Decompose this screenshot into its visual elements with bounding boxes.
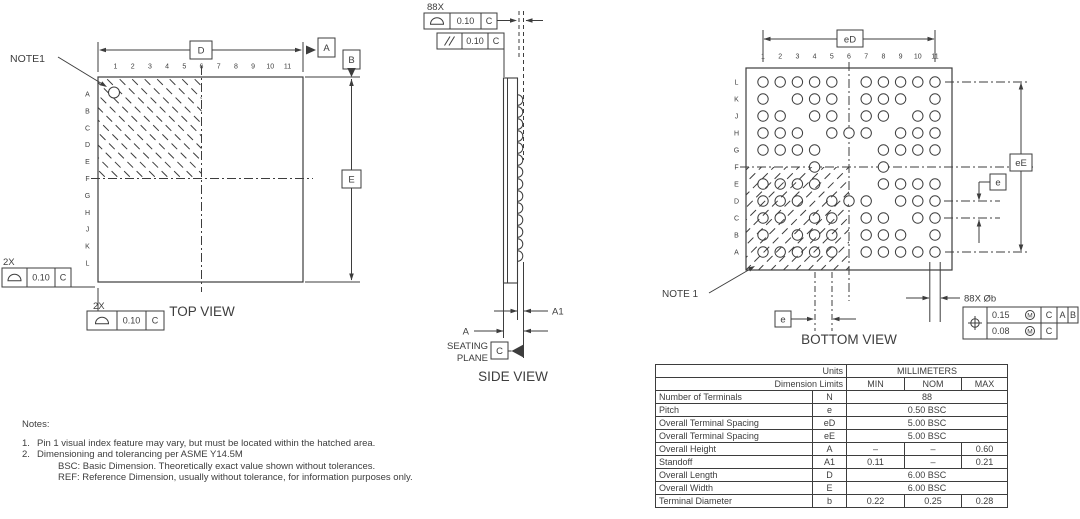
solder-ball (758, 77, 768, 87)
row-label: L (734, 79, 739, 87)
solder-ball (895, 196, 905, 206)
solder-ball (758, 196, 768, 206)
column-label: 5 (829, 53, 834, 61)
table-cell: Number of Terminals (656, 391, 813, 404)
solder-ball (809, 111, 819, 121)
row-label: B (734, 232, 739, 240)
column-label: 3 (147, 63, 152, 71)
solder-ball-profile (518, 251, 523, 262)
svg-text:0.10: 0.10 (456, 16, 475, 27)
row-label: A (734, 249, 739, 257)
units-value: MILLIMETERS (847, 365, 1008, 378)
row-label: G (84, 192, 91, 200)
mmc-modifier-letter: M (1027, 328, 1033, 336)
table-row (656, 456, 1008, 469)
top-view (0, 38, 361, 330)
datum-a-label: A (323, 42, 330, 54)
table-row (656, 417, 1008, 430)
solder-ball (775, 179, 785, 189)
solder-ball (861, 111, 871, 121)
row-label: A (85, 91, 90, 99)
units-label: Units (656, 365, 847, 378)
column-label: 3 (795, 53, 800, 61)
solder-ball (895, 247, 905, 257)
column-label: 11 (283, 63, 292, 71)
solder-ball (844, 128, 854, 138)
table-cell: 0.28 (962, 495, 1008, 508)
column-label: 9 (251, 63, 256, 71)
datum-c-label: C (496, 345, 503, 357)
solder-ball (895, 230, 905, 240)
dimension-table (655, 364, 1008, 508)
ball-diameter-callout: 88X Øb (964, 293, 997, 305)
callout-qty: 88X (427, 2, 444, 13)
profile-of-surface-symbol (431, 18, 444, 24)
svg-text:C: C (485, 16, 493, 27)
row-label: B (85, 108, 90, 116)
row-label: C (84, 125, 91, 133)
solder-ball (792, 94, 802, 104)
note1-callout: NOTE 1 (662, 289, 699, 300)
row-label: F (85, 176, 90, 183)
table-row (656, 430, 1008, 443)
solder-ball (758, 128, 768, 138)
col-min: MIN (847, 378, 905, 391)
solder-ball (913, 111, 923, 121)
note-text: Dimensioning and tolerancing per ASME Y14.5M (37, 449, 243, 460)
note1-callout: NOTE1 (10, 53, 46, 65)
table-cell: 5.00 BSC (847, 417, 1008, 430)
table-cell: D (813, 469, 847, 482)
solder-ball (758, 111, 768, 121)
svg-text:A: A (1059, 310, 1066, 321)
solder-ball (930, 145, 940, 155)
solder-ball (775, 77, 785, 87)
svg-text:B: B (1069, 310, 1077, 321)
solder-ball-profile (518, 119, 523, 130)
solder-ball (930, 94, 940, 104)
solder-ball (827, 94, 837, 104)
table-cell: Terminal Diameter (656, 495, 813, 508)
row-label: K (734, 96, 739, 104)
row-label: D (733, 198, 740, 206)
table-cell: 0.60 (962, 443, 1008, 456)
column-label: 4 (165, 63, 170, 71)
solder-ball (861, 94, 871, 104)
solder-ball (792, 128, 802, 138)
note-number: 2. (22, 449, 30, 460)
solder-ball (861, 196, 871, 206)
column-label: 4 (812, 53, 817, 61)
callout-qty: 2X (93, 301, 105, 312)
svg-text:0.10: 0.10 (466, 36, 484, 47)
solder-ball (930, 213, 940, 223)
column-label: 7 (216, 63, 221, 71)
solder-ball (878, 145, 888, 155)
solder-ball (930, 196, 940, 206)
note-sub-item: REF: Reference Dimension, usually without tolerance, for information purposes only. (58, 472, 413, 483)
table-cell: 6.00 BSC (847, 482, 1008, 495)
solder-ball (913, 77, 923, 87)
solder-ball (861, 247, 871, 257)
solder-ball (861, 77, 871, 87)
table-cell: A (813, 443, 847, 456)
mmc-modifier-letter: M (1027, 312, 1033, 320)
table-cell: Standoff (656, 456, 813, 469)
svg-text:0.15: 0.15 (992, 310, 1010, 321)
side-view-body (504, 78, 518, 283)
column-label: 2 (778, 53, 783, 61)
solder-ball (758, 94, 768, 104)
solder-ball (878, 111, 888, 121)
top-view-body (98, 77, 303, 282)
solder-ball (930, 128, 940, 138)
row-label: K (85, 243, 90, 251)
solder-ball (861, 213, 871, 223)
solder-ball (878, 230, 888, 240)
table-cell: Overall Terminal Spacing (656, 430, 813, 443)
solder-ball (827, 247, 837, 257)
svg-text:C: C (1045, 310, 1053, 321)
solder-ball (827, 111, 837, 121)
table-cell: – (905, 456, 962, 469)
table-cell: e (813, 404, 847, 417)
table-cell: E (813, 482, 847, 495)
side-view-title: SIDE VIEW (478, 369, 548, 384)
solder-ball (913, 213, 923, 223)
column-label: 11 (931, 53, 939, 61)
col-max: MAX (962, 378, 1008, 391)
pin1-index-mark (109, 87, 120, 98)
solder-ball-profile (518, 227, 523, 238)
solder-ball-profile (518, 239, 523, 250)
row-label: E (734, 181, 739, 189)
solder-ball (913, 179, 923, 189)
solder-ball (827, 128, 837, 138)
column-label: 1 (761, 53, 765, 61)
top-view-title: TOP VIEW (169, 304, 235, 319)
solder-ball (930, 247, 940, 257)
column-label: 8 (881, 53, 886, 61)
table-row (656, 443, 1008, 456)
parallelism-symbol (445, 37, 455, 46)
table-cell: Pitch (656, 404, 813, 417)
pin1-hatch-area (0, 70, 323, 195)
solder-ball-profile (518, 95, 523, 106)
side-view (424, 2, 564, 384)
note-number: 1. (22, 437, 30, 449)
table-cell: Overall Terminal Spacing (656, 417, 813, 430)
dim-a1-label: A1 (552, 306, 564, 318)
solder-ball-profile (518, 167, 523, 178)
row-label: J (734, 113, 739, 121)
datum-c-triangle (512, 345, 524, 358)
solder-ball (758, 247, 768, 257)
solder-ball-profile (518, 215, 523, 226)
table-cell: eE (813, 430, 847, 443)
column-label: 2 (130, 63, 135, 71)
table-cell: Overall Width (656, 482, 813, 495)
solder-ball (895, 179, 905, 189)
column-label: 7 (864, 53, 869, 61)
column-label: 10 (913, 53, 922, 61)
dimension-table-grid (655, 364, 1008, 508)
limits-label: Dimension Limits (656, 378, 847, 391)
datum-b-label: B (348, 54, 355, 66)
solder-ball (878, 94, 888, 104)
solder-ball (827, 230, 837, 240)
solder-ball (930, 111, 940, 121)
solder-ball (878, 247, 888, 257)
column-label: 10 (266, 63, 275, 71)
svg-text:0.10: 0.10 (122, 315, 141, 326)
row-label: H (84, 209, 91, 217)
svg-text:C: C (1045, 326, 1053, 337)
solder-ball-profile (518, 107, 523, 118)
seating-plane-label: PLANE (456, 353, 488, 364)
solder-ball-profile (518, 155, 523, 166)
callout-qty: 2X (3, 257, 15, 268)
datum-d-label: D (197, 45, 205, 57)
table-cell: 88 (847, 391, 1008, 404)
table-cell: – (847, 443, 905, 456)
solder-ball (930, 77, 940, 87)
solder-ball (758, 179, 768, 189)
column-label: 8 (233, 63, 238, 71)
row-label: G (733, 147, 740, 155)
solder-ball (895, 94, 905, 104)
bottom-view (636, 30, 1078, 347)
solder-ball (809, 94, 819, 104)
solder-ball (792, 77, 802, 87)
solder-ball (775, 128, 785, 138)
true-position-symbol (968, 316, 982, 330)
table-cell: Overall Length (656, 469, 813, 482)
table-cell: 0.11 (847, 456, 905, 469)
note-item (22, 438, 413, 450)
dim-e-label: e (780, 314, 786, 326)
solder-ball-profile (518, 191, 523, 202)
table-header-units (656, 365, 1008, 378)
table-row (656, 482, 1008, 495)
svg-text:C: C (492, 36, 500, 47)
table-cell: 6.00 BSC (847, 469, 1008, 482)
table-cell: 0.25 (905, 495, 962, 508)
column-label: 6 (847, 53, 851, 61)
solder-ball-profile (518, 131, 523, 142)
solder-ball (861, 230, 871, 240)
dim-ee-label: eE (1015, 157, 1027, 169)
row-label: C (733, 215, 740, 223)
solder-ball (878, 179, 888, 189)
solder-ball (809, 77, 819, 87)
svg-text:C: C (151, 315, 159, 326)
table-row (656, 404, 1008, 417)
table-cell: 5.00 BSC (847, 430, 1008, 443)
table-cell: Overall Height (656, 443, 813, 456)
solder-ball (827, 77, 837, 87)
table-row (656, 469, 1008, 482)
notes-heading: Notes: (22, 419, 50, 430)
dim-a-label: A (462, 326, 469, 338)
solder-ball (758, 145, 768, 155)
column-label: 6 (199, 63, 204, 71)
dim-e-label: e (995, 177, 1001, 189)
solder-ball (861, 128, 871, 138)
note-sub-item: BSC: Basic Dimension. Theoretically exact value shown without tolerances. (58, 460, 376, 472)
solder-ball (930, 179, 940, 189)
solder-ball (913, 145, 923, 155)
solder-ball (809, 179, 819, 189)
row-label: L (85, 260, 90, 268)
solder-ball (792, 196, 802, 206)
column-label: 5 (182, 63, 187, 71)
table-row (656, 495, 1008, 508)
table-cell: N (813, 391, 847, 404)
profile-of-surface-symbol (8, 274, 21, 280)
table-cell: 0.21 (962, 456, 1008, 469)
solder-ball (913, 196, 923, 206)
solder-ball (758, 213, 768, 223)
table-cell: 0.22 (847, 495, 905, 508)
table-cell: A1 (813, 456, 847, 469)
solder-ball (895, 145, 905, 155)
row-label: F (734, 164, 739, 172)
solder-ball (775, 111, 785, 121)
solder-ball (895, 77, 905, 87)
solder-ball (878, 162, 888, 172)
table-cell: – (905, 443, 962, 456)
col-nom: NOM (905, 378, 962, 391)
solder-ball (775, 145, 785, 155)
seating-plane-label: SEATING (447, 341, 488, 352)
table-header-limits (656, 378, 1008, 391)
solder-ball (930, 230, 940, 240)
svg-text:C: C (59, 272, 67, 283)
bottom-view-title: BOTTOM VIEW (801, 332, 897, 347)
row-label: H (733, 130, 740, 138)
column-label: 1 (113, 63, 118, 71)
solder-ball-profile (518, 179, 523, 190)
table-cell: eD (813, 417, 847, 430)
profile-of-surface-symbol (96, 317, 109, 324)
svg-text:0.10: 0.10 (32, 272, 50, 283)
note-item (22, 449, 413, 461)
column-label: 9 (898, 53, 903, 61)
solder-ball (775, 196, 785, 206)
table-cell: 0.50 BSC (847, 404, 1008, 417)
row-label: J (85, 226, 90, 234)
note-text: Pin 1 visual index feature may vary, but must be located within the hatched area. (37, 437, 376, 449)
solder-ball (878, 213, 888, 223)
solder-ball (895, 128, 905, 138)
dim-ed-label: eD (843, 34, 857, 46)
table-row (656, 391, 1008, 404)
dim-e-label: E (348, 174, 355, 186)
row-label: D (84, 142, 91, 150)
solder-ball (792, 179, 802, 189)
solder-ball (878, 77, 888, 87)
table-cell: b (813, 495, 847, 508)
solder-ball (913, 247, 923, 257)
svg-text:0.08: 0.08 (992, 326, 1010, 337)
row-label: E (85, 159, 90, 167)
solder-ball (792, 145, 802, 155)
solder-ball (809, 145, 819, 155)
drawing-notes (22, 419, 413, 484)
solder-ball-profile (518, 203, 523, 214)
solder-ball (913, 128, 923, 138)
solder-ball-profile (518, 143, 523, 154)
